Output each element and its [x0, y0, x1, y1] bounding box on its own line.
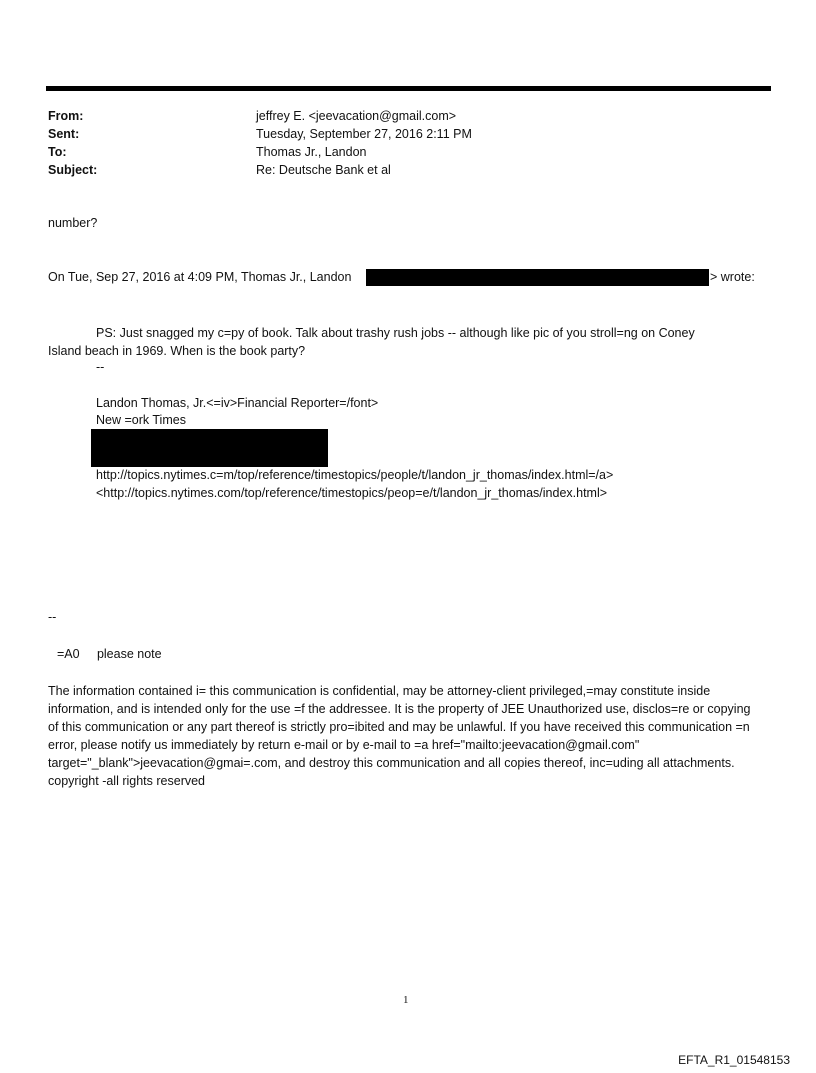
disclaimer-paragraph: The information contained i= this communication is confidential, may be attorney-client privileged,=may constitute inside information, and is intended only for the use =f the addressee. It is the property of JEE Unauthorized use, disclos=re or copying of this communication or any part thereof is strictly pro=ibited and may be unlawful. If you have received this communication =n error, please notify us immediately by return e-mail or by e-mail to =a href="mailto:jeevacation@gmail.com" target="_blank">jeevacation@gmai=.com, and destroy this communication and all copies thereof, inc=uding all attachments. copyright -all rights reserved — [48, 684, 751, 788]
email-header — [48, 107, 472, 179]
sent-row — [48, 125, 472, 143]
redaction-bar-contact — [91, 429, 328, 467]
please-note: =A0 please note — [57, 647, 162, 661]
to-row — [48, 143, 472, 161]
redaction-bar-email — [366, 269, 709, 286]
signature-url-2: <http://topics.nytimes.com/top/reference/timestopics/peop=e/t/landon_jr_thomas/index.html> — [96, 486, 608, 500]
footer-dash: -- — [48, 610, 57, 624]
signature-dash: -- — [96, 360, 105, 374]
to-label: To: — [48, 145, 67, 159]
bates-number: EFTA_R1_01548153 — [678, 1053, 790, 1067]
ps-paragraph — [48, 324, 768, 360]
quote-intro: On Tue, Sep 27, 2016 at 4:09 PM, Thomas Jr., Landon — [48, 270, 352, 284]
sent-label: Sent: — [48, 127, 80, 141]
header-rule — [46, 86, 771, 91]
ps-line-2: Island beach in 1969. When is the book party? — [48, 344, 306, 358]
sent-value: Tuesday, September 27, 2016 2:11 PM — [256, 127, 472, 141]
reply-text: number? — [48, 216, 98, 230]
to-value: Thomas Jr., Landon — [256, 145, 367, 159]
page-number: 1 — [403, 994, 409, 1006]
signature-url-1: http://topics.nytimes.c=m/top/reference/timestopics/people/t/landon_jr_thomas/index.html=/a> — [96, 468, 614, 482]
from-row — [48, 107, 472, 125]
signature-org: New =ork Times — [96, 413, 186, 427]
subject-label: Subject: — [48, 163, 98, 177]
from-label: From: — [48, 109, 84, 123]
subject-row — [48, 161, 472, 179]
ps-line-1: PS: Just snagged my c=py of book. Talk about trashy rush jobs -- although like pic of you stroll=ng on Coney — [96, 326, 695, 340]
subject-value: Re: Deutsche Bank et al — [256, 163, 391, 177]
from-value: jeffrey E. <jeevacation@gmail.com> — [256, 109, 457, 123]
signature-name: Landon Thomas, Jr.<=iv>Financial Reporter=/font> — [96, 396, 379, 410]
quote-intro-end: > wrote: — [710, 270, 755, 284]
